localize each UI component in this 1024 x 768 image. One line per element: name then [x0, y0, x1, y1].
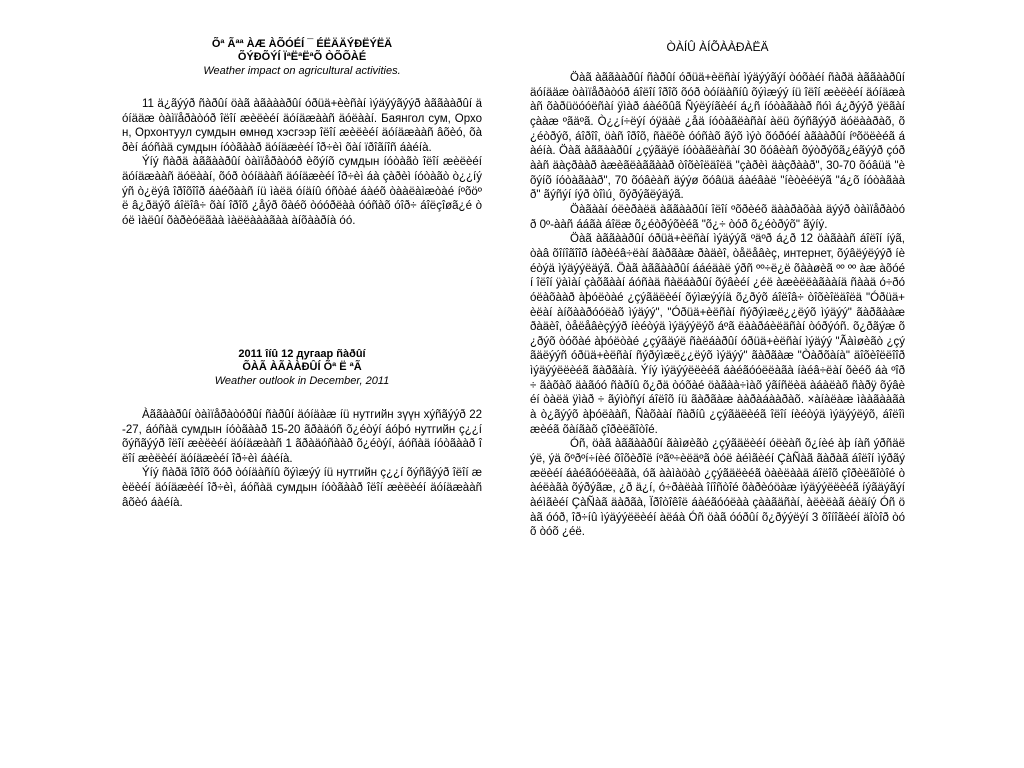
section1-header	[122, 38, 482, 78]
right-paragraph-4: Óñ, öàã àããààðûí ãàìøèãò ¿çýãäëèéí óëèàñ õ¿íèé àþ íàñ ýðñäëýë, ýä õºðºí÷íèé õîõèðîë íºãº÷èëäºã òóë àéìãèéí ÇàÑàã ãàðàã áîëîí ìýðãýæëèéí áàéãóóëëàãà, óã ààìàöàò ¿çýãäëèéã òàèëààä áîëîõ çîðèëãîòîé òàéëàãà õýðýãæ, ¿ð ä¿í, ó÷ðàëàà îíîñòîé õàðèóöàæ ìýäýýëëèéã íýãäýãýí àéìãèéí ÇàÑàã äàðãà, Ïðîòîêîë áàéãóóëàà çààãäñàí, àëèëàã áèäíý Óñ öàã óóð, îð÷íû ìýäýýëëèéí àëáà Óñ öàã óóðûí õ¿ðýýëýí 3 õîíîãèéí äîòîð òóõ òóõ ¿éë.	[530, 438, 905, 539]
section2-paragraph-2: Ýíý ñàðä îðîõ õóð òóíäàñíû õýìæýý íü нутгийн ç¿¿í õýñãýýð îëîí æèëèéí äóíäæèéí îð÷èì, áóñàä сумдын íóòãààð îëîí æèëèéí äóíäæààñ âõèó áàéíà.	[122, 467, 482, 509]
section1-paragraph-1: 11 ä¿ãýýð ñàðûí öàã àãàààðûí óðüä+èèñàí ìýäýýãýýð àããààðûí äóíääæ òàìïåðàòóð îëîí æèëèéí äóíäæààñ äóëààí. Баянгол сум, Орхон, Орхонтуул сумдын өмнөд хэсгээр îëîí æèëèéí äóíäæààñ âõèó, õàðèí áóñàä сумдын íóòãààð äóíäæèéí îð÷èì õàí ïðîãíîñ áàéíà.	[122, 98, 482, 154]
right-paragraph-1: Öàã àããààðûí ñàðûí óðüä+èëñàí ìýäýýãýí òóõàéí ñàðä àããààðûí äóíääæ òàìïåðàòóð áîëîí îðîõ õóð òóíäàñíû õýìæýý íü îëîí æèëèéí äóíäæààñ õàðüöóóëñàí ÿìàð áàéõûã Ñýëýíãèéí á¿ñ íóòàãààð ñóì á¿ðýýð ÿëãàí çààæ ºãäºã. Ò¿¿í÷ëýí óÿäàë ¿åä íóòàãëàñàí àëü õýñãýýð äóëààðàõ, õ¿éòðýõ, áîðîî, öàñ îðîõ, ñàëõè óóñàõ ãýõ ìýò õóðóéí àãààðûí íºõöëèéã áàéíà. Öàã àããààðûí ¿çýãäýë íóòàãëàñàí 30 õóâèàñ õýòðýõã¿éãýýð çóðààñ äàçðààð àæèãëàããààð òîõèîëäîëä "çàðèì äàçðààð", 30-70 õóâüä "èõýíõ íóòàãààð", 70 õóâèàñ äýýø õóâüä áàéâàë "íèòèéëýã "á¿õ íóòàãààð" ãýñýí íýð òîìú¸ õýðýãëýäýã.	[530, 72, 905, 202]
section2-title-line1: 2011 îíû 12 дугаар ñàðûí	[238, 348, 366, 360]
section1-title-line2: ÕÝÐÕÝÍ ÏªËªËªÕ ÒÕÕÀÉ	[237, 51, 367, 63]
right-title: ÒÀÍÛ ÀÍÕÀÀÐÀËÄ	[666, 40, 769, 54]
section1-title-line1: Õª Ãªª ÀÆ ÀÕÓÉÍ ¯ ÉËÄÄÝÐËÝËÄ	[211, 38, 393, 50]
section2-subtitle: Weather outlook in December, 2011	[214, 375, 390, 387]
right-paragraph-2: Öàãààí óëèðàëä àããààðûí îëîí ºõðèéõ äààðàõàà äýýð òàìïåðàòóð 0º-ààñ ááãà áîëæ õ¿éòðýõèéã "õ¿÷ òóð õ¿éòðýõ" ãýíý.	[530, 203, 905, 231]
right-paragraph-3: Öàã àããààðûí óðüä+èëñàí ìýäýýã ºäºð á¿ð 12 öàãààñ áîëîí íýã, òàâ õîíîãîîð íàðèéâ÷ëàí ãàðãàæ ðàäèî, òåëåâèç, интернет, õýâëýëýýð íèéòýä ìýäýýëäýã. Öàã àããààðûí ááéäàë ýðñ ºº÷ë¿ë õààøèã ºº ºº àæ àõóéí îëîí ÿàìàí çàõãààí áóñàä ñàëáàðûí õýâèéí ¿éë àæèëëàãààíä ñààä ó÷ðóóëàõààð àþóëòàé ¿çýãäëèéí õýìæýýíä õ¿ðýõ áîëîâ÷ òîõèîëäîëä "Óðüä+èëàí àíõààðóóëàõ ìýäýý", "Óðüä+èëñàí ñýðýìæë¿¿ëýõ ìýäýý" ãàðãààæ ðàäèî, òåëåâèçýýð íèéòýä ìýäýýëýõ áºã ëààðáèëäñàí òóðýóñ. õ¿ðãýæ õ¿ðýõ òóõàé àþóëòàé ¿çýãäýë ñàëáàðûí óðüä+èëñàí ìýäýý "Ãàìøèãò ¿çýãäëýýñ óðüä+èëñàí ñýðýìæë¿¿ëýõ ìýäýý" ãàðãàæ "Òàðõàíà" äîõèîëëîîð ìýäýýëëèéã ãàðãàíà. Ýíý ìýäýýëëèéã áàéãóóëëàãà íàéâ÷ëàí õèéõ áà ºîð÷ ãàõàõ äàãóó ñàðíû õ¿ðä òóõàé öàãàà÷ìàõ ýãíñëèä àáàëàõ ñàðÿ õýâèéí òàëä ÿìàð ÷ ãýìòñýí áîëîõ íü ãàðãàæ ààðàáààðàõ. ×àíàëàæ ìààãààãàà ò¿ãýýõ àþóëààñ, Ñàõààí ñàðíû ¿çýãäëèéã îëîí íèéòýä ìýäýýëýõ, áîëîìæèéã õàíãàõ çîðèëãîòîé.	[530, 233, 905, 436]
right-header	[530, 41, 905, 54]
section2-paragraph-1: Àããààðûí òàìïåðàòóðûí ñàðûí äóíäàæ íü нутгийн зүүн хýñãýýð 22-27, áóñàä сумдын íóòãààð 15-20 ãðàäóñ õ¿éòýí áóþó нутгийн ç¿¿í õýñãýýð îëîí æèëèéí äóíäæààñ 1 ãðàäóñààð õ¿éòýí, áóñàä íóòãààð îëîí æèëèéí äóíäæèéí îð÷èì áàéíà.	[122, 409, 482, 465]
section2-header	[122, 348, 482, 388]
section1-body	[122, 97, 482, 228]
section1-subtitle: Weather impact on agricultural activities.	[203, 65, 401, 77]
section2-body	[122, 408, 482, 510]
section1-paragraph-2: Ýíý ñàðä àããààðûí òàìïåðàòóð èõýíõ сумдын íóòàãò îëîí æèëèéí äóíäæààñ äóëààí, õóð òóíäààñ äóíäæèéí îð÷èì áà çàðèì íóòàãò ò¿¿íýýñ ò¿ëýâ îðîõîîð áàéõààñ íü ìàëä óíäíû óñòàé áàéõ òààëàìæòàé íºõöºë â¿ðäýõ áîëîâ÷ õàí îðîõ ¿åýð õàéõ òóóðëàà óóñàõ óîð÷ áîëçîøã¿é òóë ìàëûí õàðèóëãàà ìàëëàààãàà àíõààðíà óó.	[122, 156, 482, 227]
right-body	[530, 71, 905, 540]
section2-title-line2: ÕÀÃ ÀÃÀÀÐÛÍ Õª Ë ªÃ	[242, 361, 362, 373]
